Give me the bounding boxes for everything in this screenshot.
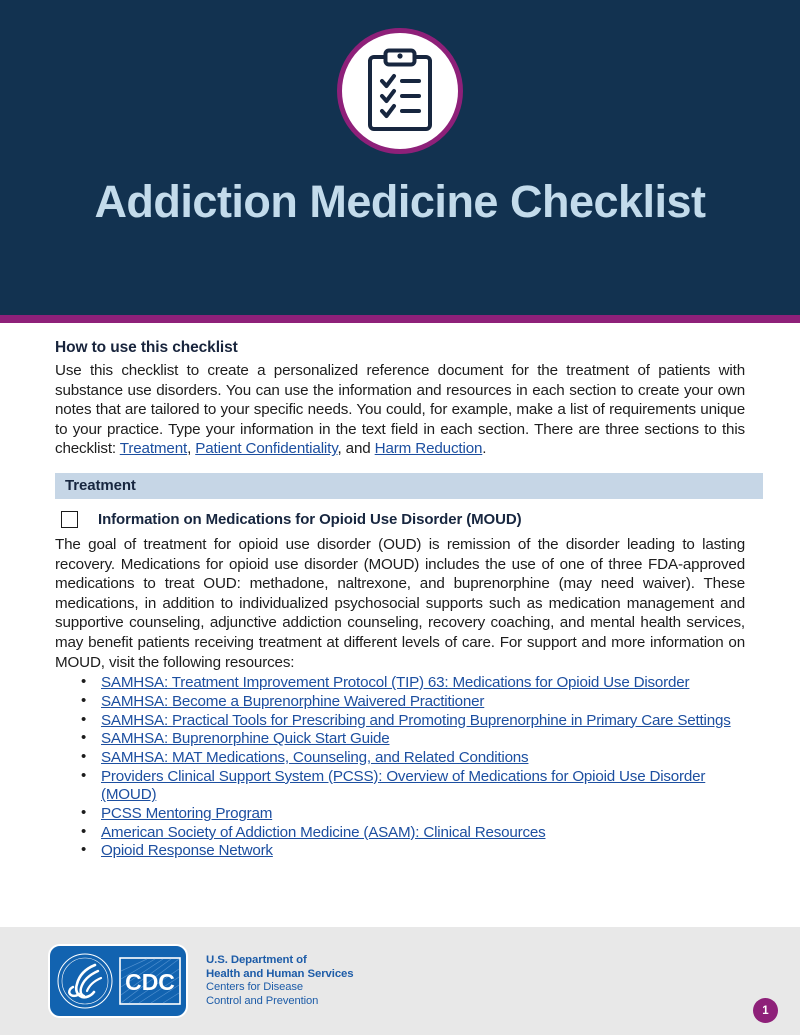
intro-heading: How to use this checklist (55, 339, 238, 356)
link-patient-confidentiality[interactable]: Patient Confidentiality (195, 440, 338, 458)
cdc-wordmark-icon (119, 957, 181, 1005)
section-header-label: Treatment (65, 477, 136, 495)
resource-link[interactable]: American Society of Addiction Medicine (ASAM): Clinical Resources (101, 823, 546, 841)
agency-name-block (206, 954, 354, 1008)
clipboard-checklist-icon (337, 28, 463, 154)
list-item (81, 730, 745, 749)
resource-link[interactable]: PCSS Mentoring Program (101, 805, 273, 823)
list-item (81, 824, 745, 843)
header-accent-rule (0, 315, 800, 323)
resource-link[interactable]: Providers Clinical Support System (PCSS): Overview of Medications for Opioid Use Disorder (MOUD) (101, 767, 706, 804)
list-item (81, 693, 745, 712)
list-item (81, 842, 745, 861)
treatment-body-paragraph: The goal of treatment for opioid use disorder (OUD) is remission of the disorder leading to lasting recovery. Medications for opioid use disorder (MOUD) includes the use of one of three FDA-approved medications to treat OUD: methadone, naltrexone, and buprenorphine (may need waiver). These medications, in addition to individualized psychosocial supports such as medication management and supportive counseling, adjunctive addiction counseling, recovery coaching, and mental health services, may benefit patients receiving treatment at different levels of care. For support and more information on MOUD, visit the following resources: (55, 535, 745, 671)
resource-link[interactable]: Opioid Response Network (101, 842, 273, 860)
agency-line-2: Health and Human Services (206, 967, 354, 980)
intro-sep-2: , and (337, 440, 375, 458)
resource-link[interactable]: SAMHSA: MAT Medications, Counseling, and Related Conditions (101, 748, 529, 766)
document-header (0, 0, 800, 315)
agency-line-4: Control and Prevention (206, 994, 319, 1007)
checklist-item-label: Information on Medications for Opioid Use Disorder (MOUD) (98, 510, 522, 528)
document-body (0, 323, 800, 861)
page-title: Addiction Medicine Checklist (94, 176, 706, 227)
intro-paragraph (55, 361, 745, 459)
resource-link[interactable]: SAMHSA: Practical Tools for Prescribing and Promoting Buprenorphine in Primary Care Settings (101, 711, 731, 729)
list-item (81, 768, 745, 805)
agency-line-3: Centers for Disease (206, 981, 303, 993)
checkbox-icon[interactable] (61, 511, 78, 528)
resource-link-list (81, 674, 745, 861)
list-item (81, 749, 745, 768)
svg-text:CDC: CDC (125, 969, 175, 995)
agency-line-1: U.S. Department of (206, 954, 307, 966)
list-item (81, 805, 745, 824)
link-treatment[interactable]: Treatment (119, 440, 188, 458)
hhs-seal-icon (55, 951, 115, 1011)
page-number-badge: 1 (753, 998, 778, 1023)
list-item (81, 712, 745, 731)
document-footer (0, 927, 800, 1035)
link-harm-reduction[interactable]: Harm Reduction (374, 440, 483, 458)
section-header-treatment (55, 473, 763, 499)
resource-link[interactable]: SAMHSA: Become a Buprenorphine Waivered Practitioner (101, 692, 485, 710)
intro-text: Use this checklist to create a personalized reference document for the treatment of patients with substance use disorders. You can use the information and resources in each section to create your own notes that are tailored to your specific needs. You could, for example, make a list of requirements unique to your practice. Type your information in the text field in each section. There are three sections to this checklist: (55, 362, 745, 458)
resource-link[interactable]: SAMHSA: Buprenorphine Quick Start Guide (101, 730, 390, 748)
intro-sep-3: . (482, 440, 487, 458)
resource-link[interactable]: SAMHSA: Treatment Improvement Protocol (TIP) 63: Medications for Opioid Use Disorder (101, 674, 690, 692)
checklist-item-moud[interactable] (55, 511, 745, 528)
intro-sep-1: , (187, 440, 196, 458)
hhs-cdc-logo (48, 944, 188, 1018)
list-item (81, 674, 745, 693)
